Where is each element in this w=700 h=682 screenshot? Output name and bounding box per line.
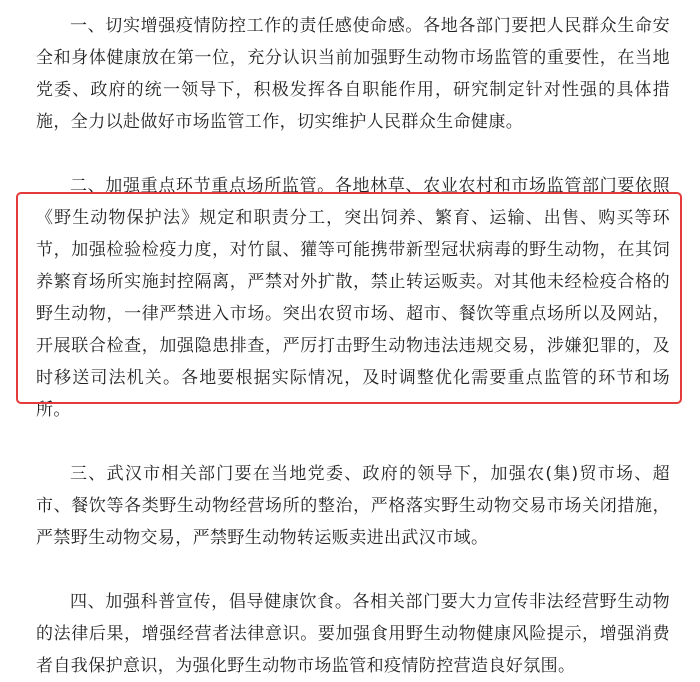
- paragraph-1: 一、切实增强疫情防控工作的责任感使命感。各地各部门要把人民群众生命安全和身体健康放在第一位，充分认识当前加强野生动物市场监管的重要性，在当地党委、政府的统一领导下，积极发挥各自职能作用，研究制定针对性强的具体措施，全力以赴做好市场监管工作，切实维护人民群众生命健康。: [36, 16, 670, 132]
- paragraph-gap: [36, 426, 670, 458]
- paragraph-2: 二、加强重点环节重点场所监管。各地林草、农业农村和市场监管部门要依照《野生动物保护法》规定和职责分工，突出饲养、繁育、运输、出售、购买等环节，加强检验检疫力度，对竹鼠、獾等可能携带新型冠状病毒的野生动物，在其饲养繁育场所实施封控隔离，严禁对外扩散，禁止转运贩卖。对其他未经检疫合格的野生动物，一律严禁进入市场。突出农贸市场、超市、餐饮等重点场所以及网站，开展联合检查，加强隐患排查，严厉打击野生动物违法违规交易，涉嫌犯罪的，及时移送司法机关。各地要根据实际情况，及时调整优化需要重点监管的环节和场所。: [36, 176, 670, 420]
- document-body: [36, 10, 670, 682]
- paragraph-3: 三、武汉市相关部门要在当地党委、政府的领导下，加强农(集)贸市场、超市、餐饮等各类野生动物经营场所的整治，严格落实野生动物交易市场关闭措施，严禁野生动物交易，严禁野生动物转运贩卖进出武汉市域。: [36, 464, 670, 548]
- paragraph-4: 四、加强科普宣传，倡导健康饮食。各相关部门要大力宣传非法经营野生动物的法律后果，增强经营者法律意识。要加强食用野生动物健康风险提示，增强消费者自我保护意识，为强化野生动物市场监管和疫情防控营造良好氛围。: [36, 592, 670, 676]
- paragraph-gap: [36, 554, 670, 586]
- paragraph-gap: [36, 138, 670, 170]
